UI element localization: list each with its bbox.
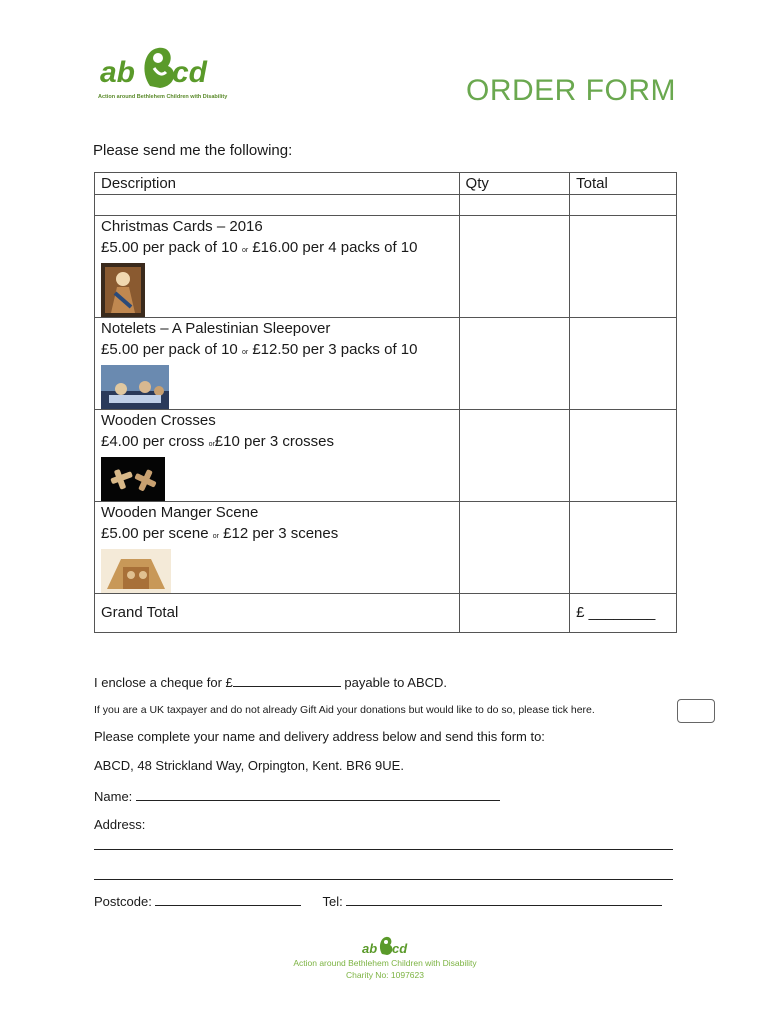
grand-total-label: Grand Total bbox=[95, 594, 460, 633]
table-row bbox=[95, 502, 677, 594]
grand-total-row bbox=[95, 594, 677, 633]
table-row bbox=[95, 216, 677, 318]
table-header-row bbox=[95, 173, 677, 195]
grand-total-field[interactable]: £ ________ bbox=[570, 594, 677, 633]
table-blank-row bbox=[95, 195, 677, 216]
total-input-cell[interactable] bbox=[570, 318, 677, 410]
item-price: £5.00 per pack of 10 or £12.50 per 3 packs of 10 bbox=[101, 341, 418, 358]
item-description-cell bbox=[95, 502, 460, 594]
footer-logo bbox=[361, 934, 409, 958]
svg-text:ab: ab bbox=[100, 56, 136, 89]
svg-text:cd: cd bbox=[172, 56, 208, 89]
svg-text:ab: ab bbox=[362, 941, 378, 956]
footer-charity-number: Charity No: 1097623 bbox=[346, 970, 424, 980]
svg-text:cd: cd bbox=[392, 941, 408, 956]
name-field[interactable] bbox=[136, 788, 500, 801]
item-name: Christmas Cards – 2016 bbox=[101, 218, 263, 235]
cheque-amount-field[interactable] bbox=[233, 674, 341, 687]
total-input-cell[interactable] bbox=[570, 502, 677, 594]
postcode-field[interactable] bbox=[155, 893, 301, 906]
header-total: Total bbox=[570, 173, 677, 195]
item-description-cell bbox=[95, 318, 460, 410]
christmas-card-image bbox=[101, 263, 145, 317]
footer-org-name: Action around Bethlehem Children with Disability bbox=[293, 958, 477, 968]
item-price: £5.00 per scene or £12 per 3 scenes bbox=[101, 525, 339, 542]
item-description-cell bbox=[95, 410, 460, 502]
item-name: Notelets – A Palestinian Sleepover bbox=[101, 320, 331, 337]
qty-input-cell[interactable] bbox=[459, 318, 570, 410]
item-description-cell bbox=[95, 216, 460, 318]
item-name: Wooden Manger Scene bbox=[101, 504, 259, 521]
name-line: Name: bbox=[94, 788, 500, 804]
page-title: ORDER FORM bbox=[466, 74, 676, 107]
intro-text: Please send me the following: bbox=[93, 142, 293, 159]
table-row bbox=[95, 318, 677, 410]
qty-input-cell[interactable] bbox=[459, 502, 570, 594]
item-price: £5.00 per pack of 10 or £16.00 per 4 packs of 10 bbox=[101, 239, 418, 256]
manger-scene-image bbox=[101, 549, 171, 593]
total-input-cell[interactable] bbox=[570, 216, 677, 318]
order-table bbox=[94, 172, 677, 633]
item-name: Wooden Crosses bbox=[101, 412, 216, 429]
notelets-image bbox=[101, 365, 169, 409]
logo-tagline: Action around Bethlehem Children with Disability bbox=[98, 94, 228, 100]
address-field-line-1[interactable] bbox=[94, 849, 673, 850]
abcd-logo bbox=[98, 42, 228, 104]
cheque-line: I enclose a cheque for £ payable to ABCD. bbox=[94, 675, 448, 690]
header-description: Description bbox=[95, 173, 460, 195]
total-input-cell[interactable] bbox=[570, 410, 677, 502]
instructions-text: Please complete your name and delivery address below and send this form to: bbox=[94, 729, 545, 744]
item-price: £4.00 per cross or£10 per 3 crosses bbox=[101, 433, 335, 450]
qty-input-cell[interactable] bbox=[459, 216, 570, 318]
address-label: Address: bbox=[94, 817, 146, 832]
header-qty: Qty bbox=[459, 173, 570, 195]
abcd-logo-mark bbox=[98, 42, 218, 94]
gift-aid-checkbox[interactable] bbox=[677, 699, 715, 723]
wooden-crosses-image bbox=[101, 457, 165, 501]
table-row bbox=[95, 410, 677, 502]
address-field-line-2[interactable] bbox=[94, 879, 673, 880]
postal-address: ABCD, 48 Strickland Way, Orpington, Kent. BR6 9UE. bbox=[94, 758, 404, 773]
qty-input-cell[interactable] bbox=[459, 410, 570, 502]
gift-aid-text: If you are a UK taxpayer and do not already Gift Aid your donations but would like to do so, please tick here. bbox=[94, 704, 595, 716]
tel-field[interactable] bbox=[346, 893, 662, 906]
postcode-tel-line: Postcode: Tel: bbox=[94, 893, 662, 909]
